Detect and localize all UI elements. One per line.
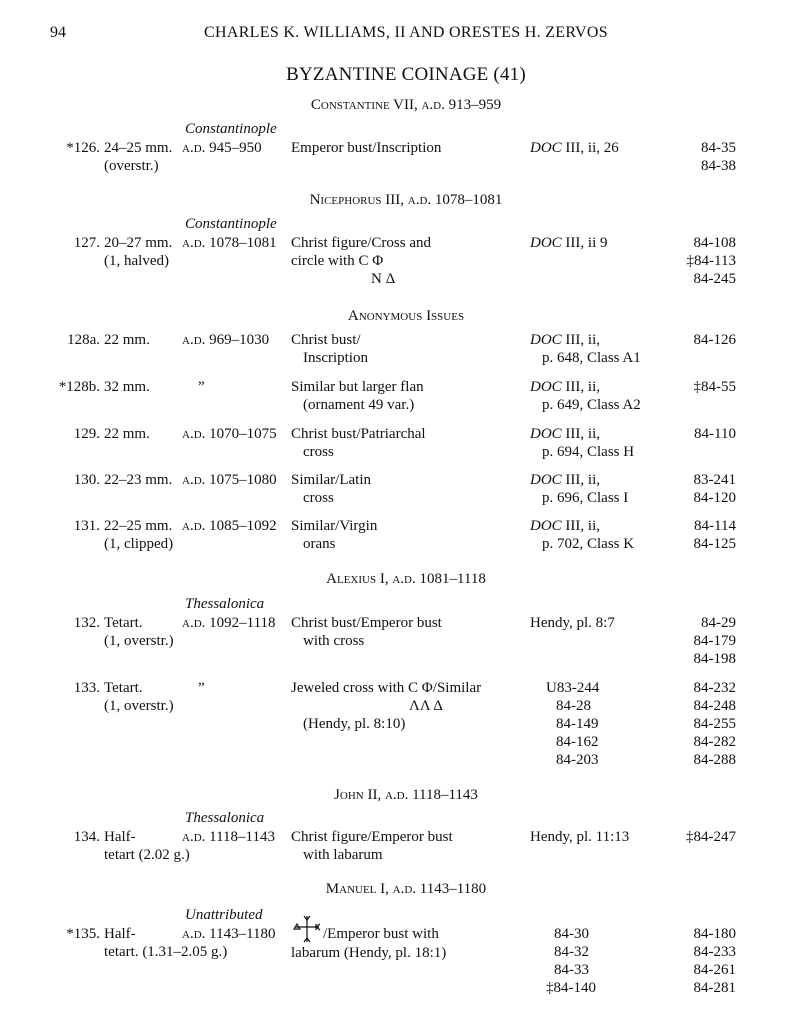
entry-inventory: 84-110 bbox=[694, 426, 736, 442]
entry-type: Christ figure/Cross and circle with C Φ N Δ bbox=[291, 235, 431, 287]
entry-number: 128a. bbox=[67, 332, 100, 348]
entry-inventory: 84-114 84-125 bbox=[693, 518, 736, 552]
entry-description: 32 mm. bbox=[104, 379, 150, 395]
entry-number: *126. bbox=[66, 140, 100, 156]
section-heading: Nicephorus III, a.d. 1078–1081 bbox=[309, 192, 503, 208]
section-heading: Manuel I, a.d. 1143–1180 bbox=[325, 881, 487, 897]
entry-type: Similar but larger flan (ornament 49 var.) bbox=[291, 379, 424, 413]
entry-date: a.d. 1070–1075 bbox=[182, 426, 277, 442]
page-title: BYZANTINE COINAGE (41) bbox=[286, 64, 526, 85]
entry-type: Christ figure/Emperor bust with labarum bbox=[291, 829, 453, 863]
entry-date: a.d. 1118–1143 bbox=[182, 829, 275, 845]
entry-reference: DOC III, ii, p. 702, Class K bbox=[530, 518, 635, 552]
entry-inventory: ‡84-55 bbox=[693, 379, 736, 395]
entry-number: 130. bbox=[73, 472, 100, 488]
entry-inventory: ‡84-247 bbox=[686, 829, 736, 845]
entry-reference: DOC III, ii, p. 694, Class H bbox=[530, 426, 635, 460]
entry-description: Tetart. (1, overstr.) bbox=[104, 680, 174, 714]
entry-inventory: 84-29 84-179 84-198 bbox=[693, 615, 736, 667]
entry-type: /Emperor bust with labarum (Hendy, pl. 18:1) bbox=[291, 925, 531, 962]
entry-inventory: 84-35 84-38 bbox=[701, 140, 736, 174]
entry-inventory: 84-108 ‡84-113 84-245 bbox=[686, 235, 736, 287]
entry-type: Similar/Latin cross bbox=[291, 472, 371, 506]
running-head: CHARLES K. WILLIAMS, II AND ORESTES H. ZERVOS bbox=[204, 24, 608, 41]
entry-type: Jeweled cross with C Φ/Similar ΛΛ Δ (Hendy, pl. 8:10) bbox=[291, 680, 482, 732]
entry-reference: DOC III, ii, p. 649, Class A2 bbox=[530, 379, 641, 413]
entry-date: a.d. 1085–1092 bbox=[182, 518, 277, 534]
entry-type: Christ bust/Patriarchal cross bbox=[291, 426, 426, 460]
entry-date: a.d. 1143–1180 bbox=[182, 926, 276, 942]
entry-number: 131. bbox=[73, 518, 100, 534]
section-heading: John II, a.d. 1118–1143 bbox=[334, 787, 478, 803]
entry-number: 127. bbox=[73, 235, 100, 251]
entry-reference: DOC III, ii 9 bbox=[530, 235, 608, 251]
entry-type: Similar/Virgin orans bbox=[291, 518, 378, 552]
section-heading: Alexius I, a.d. 1081–1118 bbox=[326, 571, 486, 587]
entry-description: Half- tetart (2.02 g.) bbox=[104, 829, 190, 863]
entry-reference: U83-244 84-28 84-149 84-162 84-203 bbox=[546, 680, 600, 768]
entry-description: 22 mm. bbox=[104, 332, 150, 348]
entry-type: Emperor bust/Inscription bbox=[291, 140, 442, 156]
entry-number: 133. bbox=[73, 680, 100, 696]
entry-type: Christ bust/ Inscription bbox=[291, 332, 368, 366]
entry-description: 24–25 mm. (overstr.) bbox=[104, 140, 173, 174]
entry-number: 129. bbox=[73, 426, 100, 442]
entry-description: 22 mm. bbox=[104, 426, 150, 442]
entry-description: Half- tetart. (1.31–2.05 g.) bbox=[104, 926, 228, 960]
entry-reference: DOC III, ii, p. 648, Class A1 bbox=[530, 332, 641, 366]
entry-reference: Hendy, pl. 11:13 bbox=[530, 829, 630, 845]
entry-reference: DOC III, ii, p. 696, Class I bbox=[530, 472, 629, 506]
entry-number: *128b. bbox=[58, 379, 100, 395]
entry-description: 22–23 mm. bbox=[104, 472, 173, 488]
page-number: 94 bbox=[50, 24, 66, 41]
entry-date: ” bbox=[198, 379, 205, 395]
entry-reference: DOC III, ii, 26 bbox=[530, 140, 619, 156]
entry-inventory: 84-180 84-233 84-261 84-281 bbox=[693, 926, 736, 996]
entry-reference: Hendy, pl. 8:7 bbox=[530, 615, 615, 631]
entry-number: *135. bbox=[66, 926, 100, 942]
entry-date: a.d. 1092–1118 bbox=[182, 615, 276, 631]
entry-inventory: 84-126 bbox=[693, 332, 736, 348]
entry-description: 20–27 mm. (1, halved) bbox=[104, 235, 173, 269]
entry-inventory: 84-232 84-248 84-255 84-282 84-288 bbox=[693, 680, 736, 768]
entry-number: 132. bbox=[73, 615, 100, 631]
entry-date: ” bbox=[198, 680, 205, 696]
entry-description: Tetart. (1, overstr.) bbox=[104, 615, 174, 649]
entry-date: a.d. 1078–1081 bbox=[182, 235, 277, 251]
entry-inventory: 83-241 84-120 bbox=[693, 472, 736, 506]
entry-type: Christ bust/Emperor bust with cross bbox=[291, 615, 442, 649]
entry-date: a.d. 1075–1080 bbox=[182, 472, 277, 488]
section-heading: Constantine VII, a.d. 913–959 bbox=[310, 97, 502, 113]
entry-date: a.d. 969–1030 bbox=[182, 332, 270, 348]
entry-date: a.d. 945–950 bbox=[182, 140, 262, 156]
section-heading: Anonymous Issues bbox=[347, 308, 465, 324]
entry-reference: 84-30 84-32 84-33 ‡84-140 bbox=[546, 926, 596, 996]
entry-number: 134. bbox=[73, 829, 100, 845]
cross-monogram-icon bbox=[291, 914, 323, 944]
entry-description: 22–25 mm. (1, clipped) bbox=[104, 518, 174, 552]
document-page: 94 CHARLES K. WILLIAMS, II AND ORESTES H. ZERVOS BYZANTINE COINAGE (41) Constantine VII, a.d. 913–959 *126. 24–25 mm. (overstr.) Constantinople a.d. 945–950 Emperor bust/Inscription DOC III, ii, 26 84-35 84-38 Nicephorus III, a.d. 1078–1081 127. 20–27 mm. (1, halved) Constantinople a.d. 1078–1081 Christ figure/Cross and circle with C Φ N Δ DOC III, ii 9 84-108 ‡84-113 84-245 Anonymous Issues 128a. 22 mm. a.d. 969–1030 Christ bust/ Inscription DOC III, ii, p. 648, Class A1 84-126 *128b. 32 mm. ” Similar but larger flan (ornament 49 var.) DOC III, ii, p. 649, Class A2 ‡84-55 129. 22 mm. a.d. 1070–1075 Christ bust/Patriarchal cross DOC III, ii, p. 694, Class H 84-110 130. 22–23 mm. a.d. 1075–1080 Similar/Latin cross DOC III, ii, p. 696, Class I 83-241 84-120 131. 22–25 mm. (1, clipped) a.d. 1085–1092 Similar/Virgin orans DOC III, ii, p. 702, Class K 84-114 84-125 Alexius I, a.d. 1081–1118 132. Tetart. (1, overstr.) Thessalonica a.d. 1092–1118 Christ bust/Emperor bust with cross Hendy, pl. 8:7 84-29 84-179 84-198 133. Tetart. (1, overstr.) ” Jeweled cross with C Φ/Similar ΛΛ Δ (Hendy, pl. 8:10) U83-244 84-28 84-149 84-162 84-203 84-232 84-248 84-255 84-282 84-288 John II, a.d. 1118–1143 134. Half- tetart (2.02 g.) Thessalonica a.d. 1118–1143 Christ figure/Emperor bust with labarum Hendy, pl. 11:13 ‡84-247 Manuel I, a.d. 1143–1180 *135. Half- tetart. (1.31–2.05 g.) Unattributed a.d. 1143–1180 /Emperor bust with labarum (Hendy, pl. 18:1) 84-30 84-32 84-33 ‡84-140 84-180 84-233 84-261 84-281 bbox=[0, 0, 792, 1024]
